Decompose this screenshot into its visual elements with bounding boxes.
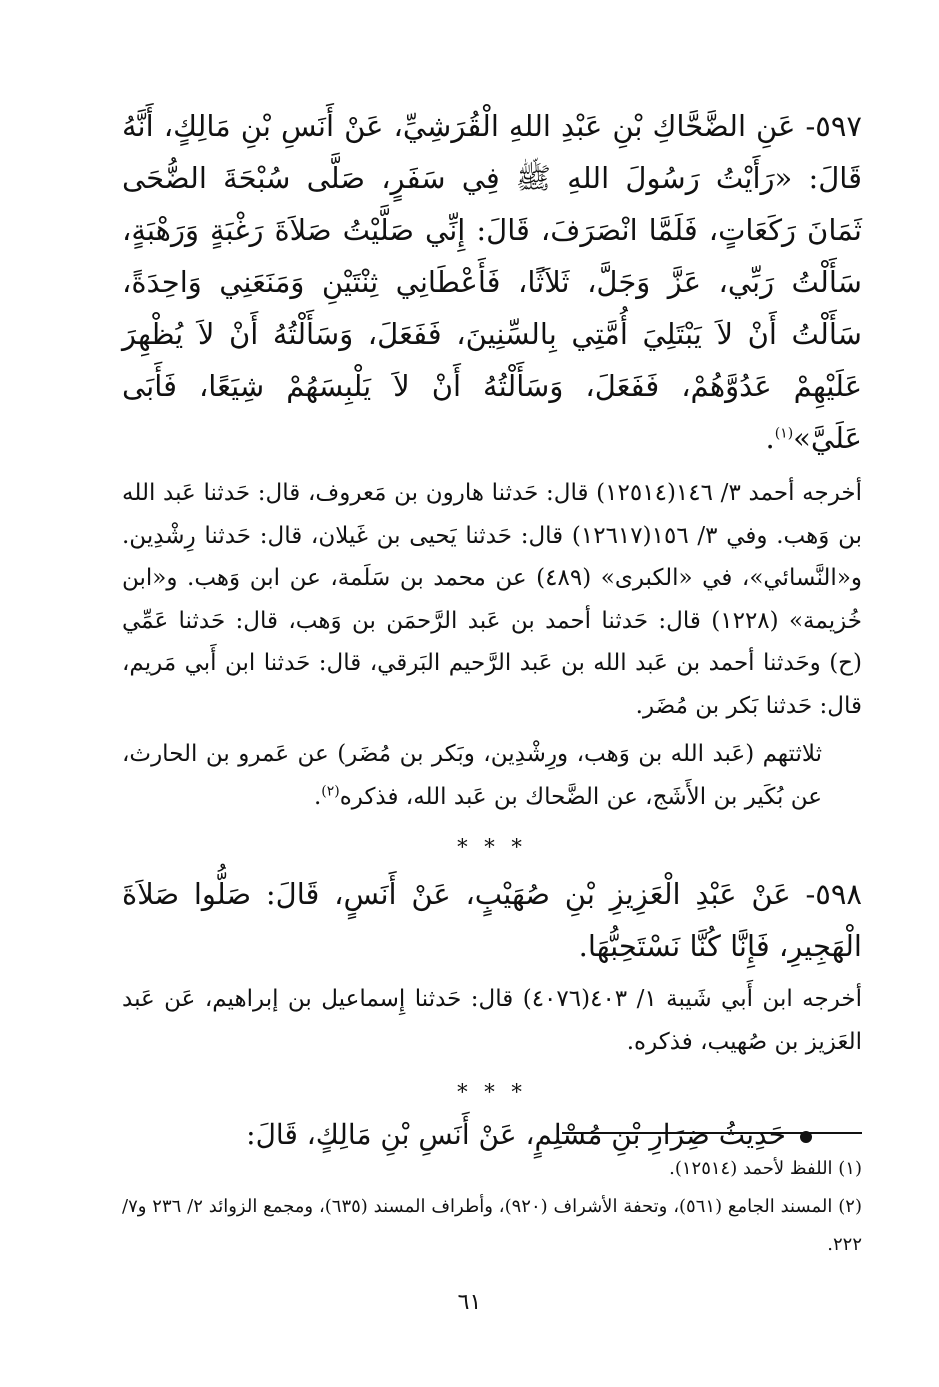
hadith-597-end: . [765, 421, 775, 455]
next-hadith-heading-text: حَدِيثُ ضِرَارِ بْنِ مُسْلِمٍ، عَنْ أَنَسِ بْنِ مَالِكٍ، قَالَ: [246, 1118, 786, 1151]
hadith-597 [122, 100, 862, 464]
footnote-divider [562, 1132, 862, 1134]
main-text [122, 100, 862, 1161]
takhrij-597-chain [122, 733, 862, 818]
footnote-ref-1: (١) [774, 425, 794, 442]
hadith-597-text: ٥٩٧- عَنِ الضَّحَّاكِ بْنِ عَبْدِ اللهِ الْقُرَشِيِّ، عَنْ أَنَسِ بْنِ مَالِكٍ، أَنَّهُ قَالَ: «رَأَيْتُ رَسُولَ اللهِ ﷺ فِي سَفَرٍ، صَلَّى سُبْحَةَ الضُّحَى ثَمَانَ رَكَعَاتٍ، فَلَمَّا انْصَرَفَ، قَالَ: إِنِّي صَلَّيْتُ صَلاَةَ رَغْبَةٍ وَرَهْبَةٍ، سَأَلْتُ رَبِّي، عَزَّ وَجَلَّ، ثَلاَثًا، فَأَعْطَانِي ثِنْتَيْنِ وَمَنَعَنِي وَاحِدَةً، سَأَلْتُ أَنْ لاَ يَبْتَلِيَ أُمَّتِي بِالسِّنِينَ، فَفَعَلَ، وَسَأَلْتُهُ أَنْ لاَ يُظْهِرَ عَلَيْهِمْ عَدُوَّهُمْ، فَفَعَلَ، وَسَأَلْتُهُ أَنْ لاَ يَلْبِسَهُمْ شِيَعًا، فَأَبَى عَلَيَّ» [122, 109, 862, 455]
takhrij-598: أخرجه ابن أَبي شَيبة ١/ ٤٠٣(٤٠٧٦) قال: حَدثنا إِسماعيل بن إبراهيم، عَن عَبد العَزيز بن صُهيب، فذكره. [122, 986, 863, 1055]
section-separator: * * * [457, 1080, 527, 1104]
footnote-ref-2: (٢) [321, 782, 340, 799]
page-number: ٦١ [457, 1290, 482, 1315]
hadith-598: ٥٩٨- عَنْ عَبْدِ الْعَزِيزِ بْنِ صُهَيْبٍ، عَنْ أَنَسٍ، قَالَ: صَلُّوا صَلاَةَ الْهَجِيرِ، فَإِنَّا كُنَّا نَسْتَحِبُّهَا. [122, 877, 862, 963]
section-separator: * * * [457, 835, 527, 859]
takhrij-597: أخرجه أحمد ٣/ ١٤٦(١٢٥١٤) قال: حَدثنا هارون بن مَعروف، قال: حَدثنا عَبد الله بن وَهب. وفي ٣/ ١٥٦(١٢٦١٧) قال: حَدثنا يَحيى بن غَيلان، قال: حَدثنا رِشْدِين. و«النَّسائي»، في «الكبرى» (٤٨٩) عن محمد بن سَلَمة، عن ابن وَهب. و«ابن خُزيمة» (١٢٢٨) قال: حَدثنا أحمد بن عَبد الرَّحمَن بن وَهب، قال: حَدثنا عَمِّي (ح) وحَدثنا أحمد بن عَبد الله بن عَبد الرَّحيم البَرقي، قال: حَدثنا ابن أَبي مَريم، قال: حَدثنا بَكر بن مُضَر. [122, 480, 863, 719]
footnotes [122, 1150, 862, 1264]
takhrij-597-chain-end: . [313, 783, 322, 810]
takhrij-597-chain-text: ثلاثتهم (عَبد الله بن وَهب، ورِشْدِين، وبَكر بن مُضَر) عن عَمرو بن الحارث، عن بُكَير بن الأَشَج، عن الضَّحاك بن عَبد الله، فذكره [122, 741, 822, 810]
footnote-1: (١) اللفظ لأحمد (١٢٥١٤). [669, 1158, 862, 1179]
footnote-2: (٢) المسند الجامع (٥٦١)، وتحفة الأشراف (٩٢٠)، وأطراف المسند (٦٣٥)، ومجمع الزوائد ٢/ ٢٣٦ و٧/ ٢٢٢. [122, 1196, 862, 1255]
